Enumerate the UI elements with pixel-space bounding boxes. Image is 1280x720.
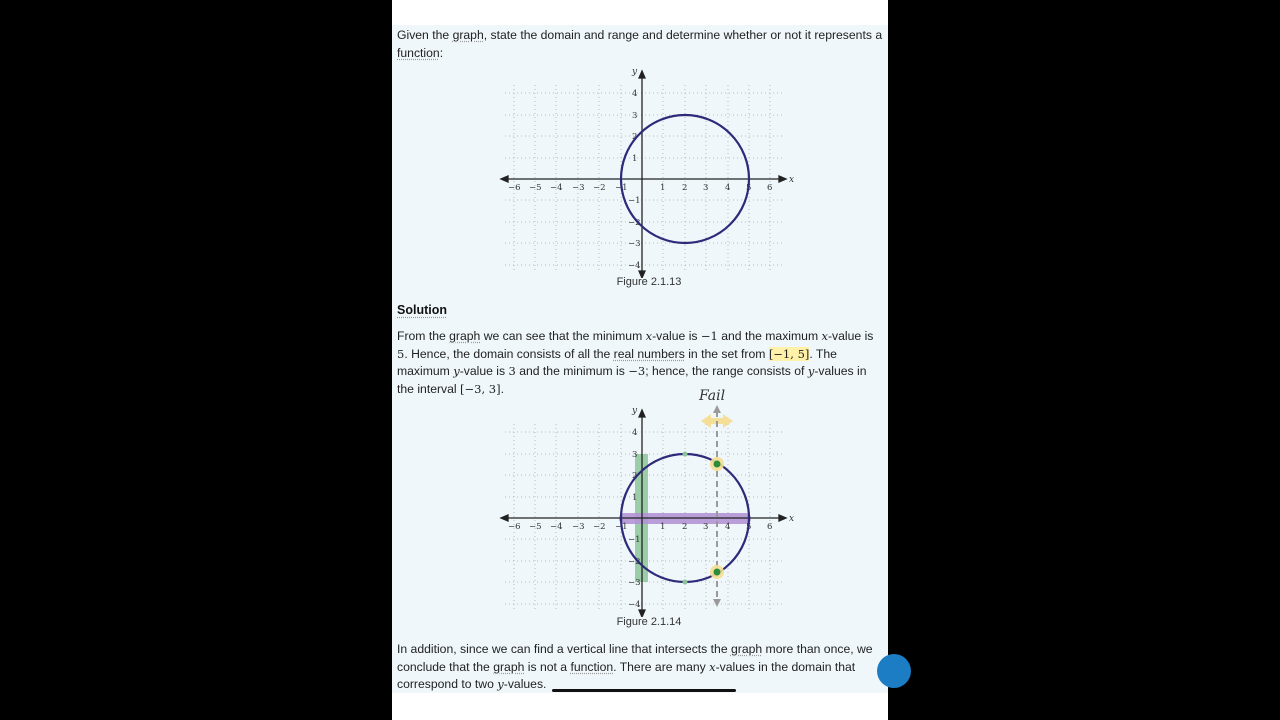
figure-caption: Figure 2.1.13: [616, 276, 682, 288]
svg-text:3: 3: [632, 111, 638, 121]
svg-text:−1: −1: [628, 535, 641, 545]
glossary-link-graph[interactable]: graph: [449, 329, 481, 343]
svg-text:−3: −3: [572, 183, 585, 193]
svg-text:−1: −1: [615, 183, 628, 193]
arrow-up-icon: [713, 405, 721, 413]
svg-text:3: 3: [703, 522, 709, 532]
svg-text:2: 2: [682, 183, 688, 193]
svg-text:−3: −3: [628, 578, 641, 588]
max-point: [683, 452, 688, 457]
svg-text:6: 6: [767, 522, 773, 532]
glossary-link-function[interactable]: function: [397, 45, 440, 60]
floating-action-button[interactable]: [877, 654, 911, 688]
svg-text:1: 1: [632, 493, 638, 503]
intersection-point: [714, 461, 721, 468]
glossary-link-graph[interactable]: graph: [493, 659, 525, 674]
svg-text:4: 4: [632, 89, 638, 99]
text: :: [439, 45, 444, 60]
x-axis-label: x: [789, 175, 795, 185]
svg-text:4: 4: [725, 522, 731, 532]
text: , state the domain and range and determine whether or not it represents a: [483, 28, 883, 42]
axes: [501, 71, 786, 278]
glossary-link-graph[interactable]: graph: [730, 642, 763, 656]
x-axis-label: x: [789, 514, 795, 524]
fail-annotation: Fail: [699, 388, 726, 404]
svg-text:2: 2: [632, 471, 638, 481]
svg-text:3: 3: [703, 183, 709, 193]
svg-text:−5: −5: [529, 522, 542, 532]
glossary-link-real-numbers[interactable]: real numbers: [613, 346, 685, 361]
svg-text:−3: −3: [572, 522, 585, 532]
svg-text:−4: −4: [550, 522, 563, 532]
figure-2-1-14-graph: [497, 385, 797, 617]
svg-text:−2: −2: [593, 183, 606, 193]
svg-text:−2: −2: [628, 218, 641, 228]
svg-text:−4: −4: [550, 183, 563, 193]
svg-text:−3: −3: [628, 239, 641, 249]
conclusion-paragraph: In addition, since we can find a vertical line that intersects the graph more than once, we conclude that the graph is not a function. There are many x-values in the domain that correspond to two y-values.: [397, 642, 873, 692]
svg-text:−4: −4: [628, 600, 641, 610]
y-axis-label: y: [632, 406, 638, 416]
figure-2-1-13-graph: [497, 63, 797, 278]
svg-text:−5: −5: [529, 183, 542, 193]
svg-text:6: 6: [767, 183, 773, 193]
problem-statement: [397, 27, 885, 62]
svg-text:−6: −6: [508, 522, 521, 532]
svg-text:2: 2: [682, 522, 688, 532]
solution-heading: Solution: [397, 303, 447, 317]
range-interval: [−3, 3]: [460, 382, 501, 397]
home-indicator[interactable]: [552, 689, 736, 692]
solution-paragraph: From the graph we can see that the minimum x-value is −1 and the maximum x-value is 5. Hence, the domain consists of all the real numbers in the set from [−1, 5]. The maximum y-value is 3 and the minimum is −3; hence, the range consists of y-values in the interval [−3, 3].: [397, 329, 874, 397]
tick-labels: [508, 89, 772, 271]
svg-text:4: 4: [632, 428, 638, 438]
y-axis-label: y: [632, 67, 638, 77]
arrow-down-icon: [713, 599, 721, 607]
svg-text:−4: −4: [628, 261, 641, 271]
svg-text:5: 5: [746, 183, 752, 193]
svg-text:−1: −1: [628, 196, 641, 206]
svg-text:1: 1: [632, 154, 638, 164]
svg-text:−2: −2: [628, 557, 641, 567]
svg-text:1: 1: [660, 183, 666, 193]
svg-text:−2: −2: [593, 522, 606, 532]
glossary-link-function[interactable]: function: [570, 659, 614, 674]
svg-text:3: 3: [632, 450, 638, 460]
svg-text:−1: −1: [615, 522, 628, 532]
grid: [505, 85, 782, 271]
svg-text:5: 5: [746, 522, 752, 532]
textbook-page: [392, 0, 888, 720]
intersection-point: [714, 569, 721, 576]
svg-text:−6: −6: [508, 183, 521, 193]
text: Given the: [397, 28, 453, 42]
svg-text:2: 2: [632, 132, 638, 142]
figure-caption: Figure 2.1.14: [616, 616, 682, 628]
glossary-link-graph[interactable]: graph: [452, 28, 484, 42]
svg-text:1: 1: [660, 522, 666, 532]
svg-text:4: 4: [725, 183, 731, 193]
domain-interval: [−1, 5]: [768, 346, 810, 361]
min-point: [683, 580, 688, 585]
